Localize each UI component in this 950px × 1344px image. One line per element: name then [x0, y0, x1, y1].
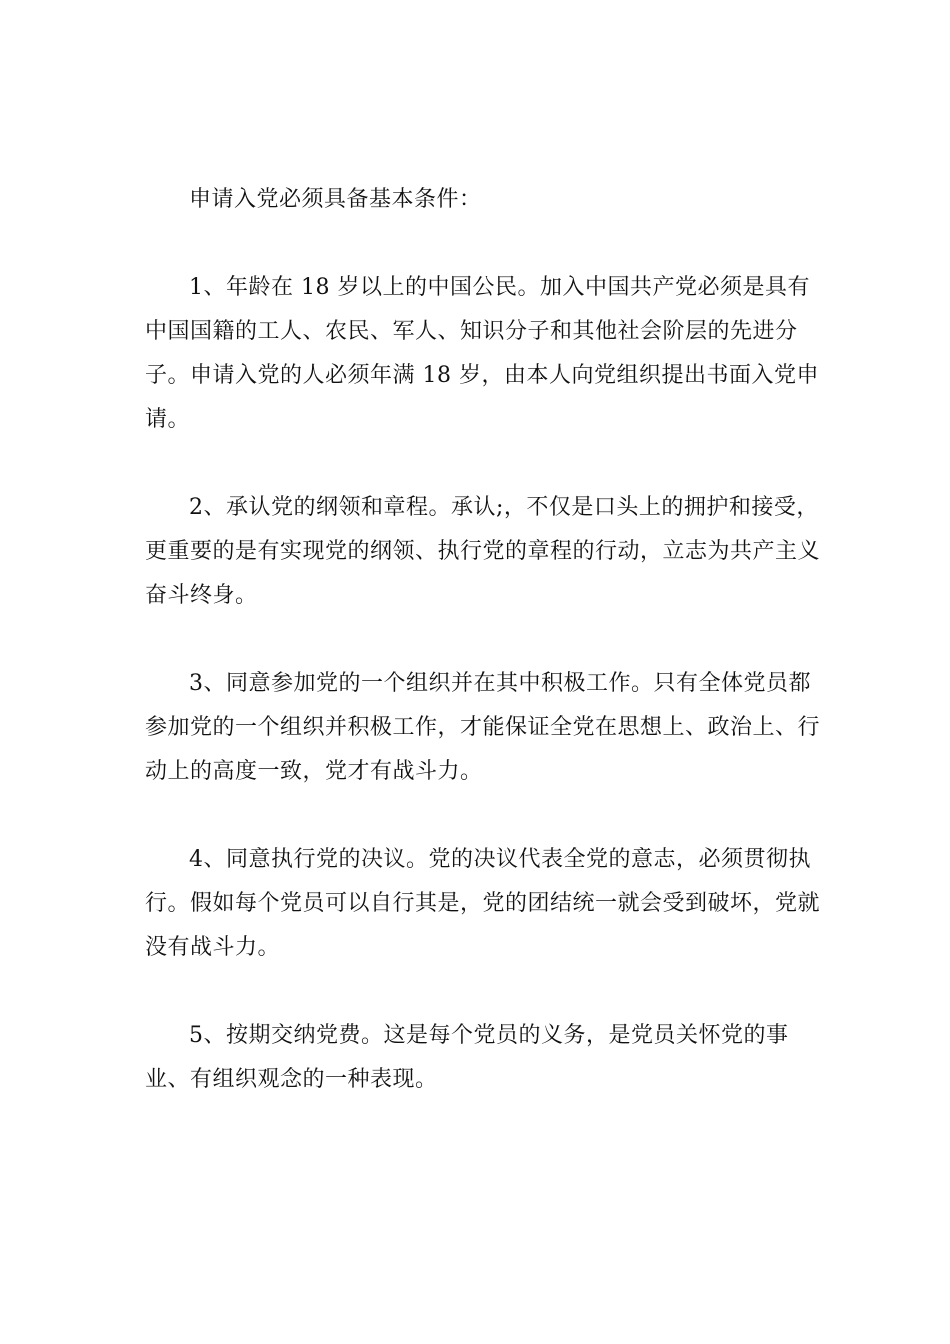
paragraph-spacer — [145, 794, 825, 838]
paragraph-4: 4、同意执行党的决议。党的决议代表全党的意志，必须贯彻执行。假如每个党员可以自行其是，党的团结统一就会受到破坏，党就没有战斗力。 — [145, 847, 821, 960]
paragraph-1: 1、年龄在 18 岁以上的中国公民。加入中国共产党必须是具有中国国籍的工人、农民、军人、知识分子和其他社会阶层的先进分子。申请入党的人必须年满 18 岁，由本人向党组织提出书面入党申请。 — [145, 275, 819, 432]
paragraph-spacer — [145, 618, 825, 662]
document-heading: 申请入党必须具备基本条件： — [189, 187, 482, 212]
paragraph-3: 3、同意参加党的一个组织并在其中积极工作。只有全体党员都参加党的一个组织并积极工作，才能保证全党在思想上、政治上、行动上的高度一致，党才有战斗力。 — [145, 671, 821, 784]
paragraph-5: 5、按期交纳党费。这是每个党员的义务，是党员关怀党的事业、有组织观念的一种表现。 — [145, 1023, 789, 1092]
document-body — [145, 178, 825, 1102]
paragraph-spacer — [145, 442, 825, 486]
paragraph-spacer — [145, 222, 825, 266]
paragraph-spacer — [145, 970, 825, 1014]
paragraph-2: 2、承认党的纲领和章程。承认;，不仅是口头上的拥护和接受，更重要的是有实现党的纲领、执行党的章程的行动，立志为共产主义奋斗终身。 — [145, 495, 821, 608]
